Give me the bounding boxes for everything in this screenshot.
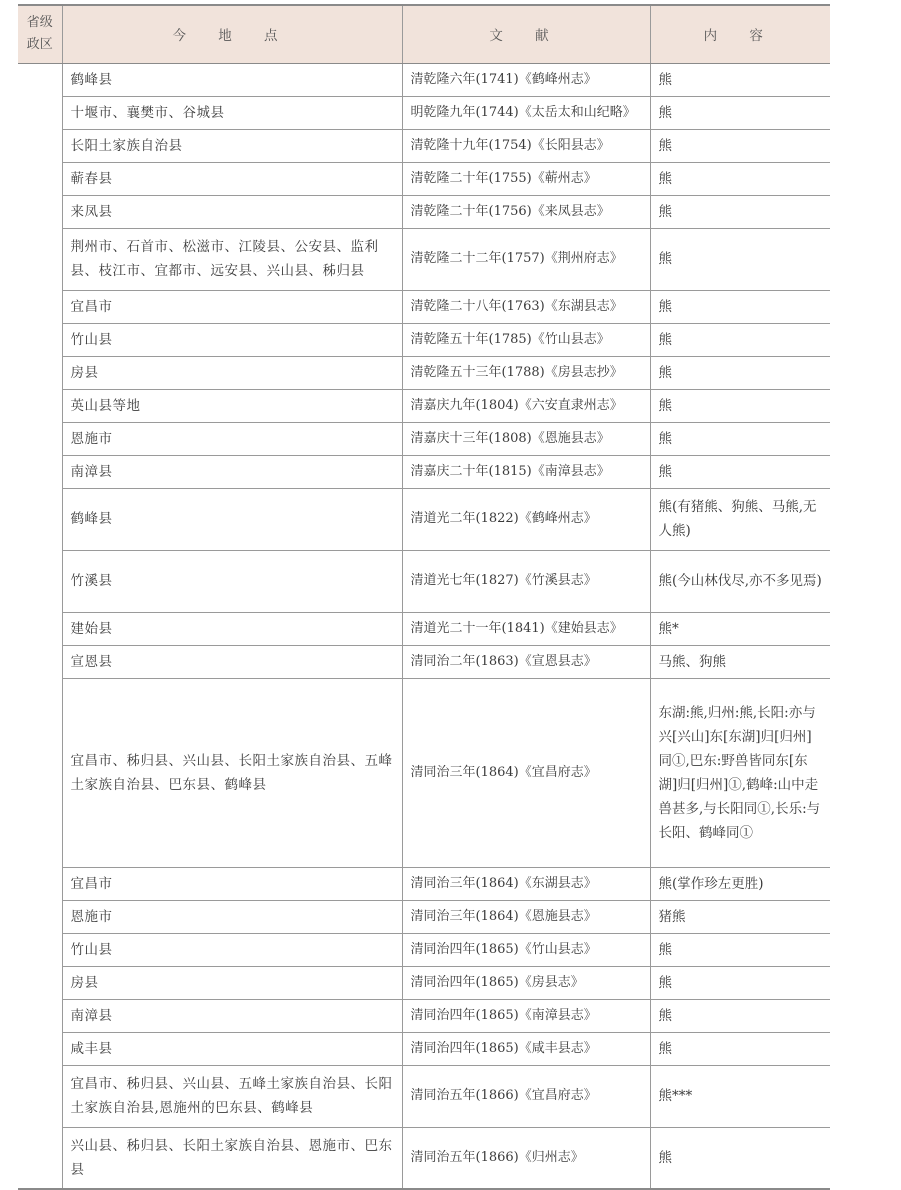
province-cell bbox=[18, 63, 62, 1189]
content-cell: 熊* bbox=[650, 612, 830, 645]
table-row bbox=[18, 455, 830, 488]
table-row bbox=[18, 96, 830, 129]
header-content: 内 容 bbox=[650, 5, 830, 63]
source-cell: 清同治四年(1865)《房县志》 bbox=[402, 966, 650, 999]
location-cell: 建始县 bbox=[62, 612, 402, 645]
source-cell: 清同治四年(1865)《南漳县志》 bbox=[402, 999, 650, 1032]
location-cell: 恩施市 bbox=[62, 422, 402, 455]
table-row bbox=[18, 129, 830, 162]
content-cell: 熊 bbox=[650, 455, 830, 488]
location-cell: 南漳县 bbox=[62, 999, 402, 1032]
location-cell: 南漳县 bbox=[62, 455, 402, 488]
source-cell: 清乾隆五十年(1785)《竹山县志》 bbox=[402, 323, 650, 356]
table-row bbox=[18, 933, 830, 966]
table-row bbox=[18, 228, 830, 290]
table-row bbox=[18, 900, 830, 933]
location-cell: 鹤峰县 bbox=[62, 63, 402, 96]
source-cell: 清同治二年(1863)《宣恩县志》 bbox=[402, 645, 650, 678]
content-cell: 熊 bbox=[650, 1032, 830, 1065]
source-cell: 清嘉庆九年(1804)《六安直隶州志》 bbox=[402, 389, 650, 422]
content-cell: 熊 bbox=[650, 129, 830, 162]
source-cell: 清道光二十一年(1841)《建始县志》 bbox=[402, 612, 650, 645]
source-cell: 清乾隆六年(1741)《鹤峰州志》 bbox=[402, 63, 650, 96]
table-row bbox=[18, 678, 830, 867]
content-cell: 熊 bbox=[650, 389, 830, 422]
content-cell: 熊*** bbox=[650, 1065, 830, 1127]
source-cell: 清嘉庆十三年(1808)《恩施县志》 bbox=[402, 422, 650, 455]
table-row bbox=[18, 1127, 830, 1189]
header-source: 文 献 bbox=[402, 5, 650, 63]
table-row bbox=[18, 867, 830, 900]
table-row bbox=[18, 389, 830, 422]
location-cell: 咸丰县 bbox=[62, 1032, 402, 1065]
source-cell: 清同治四年(1865)《竹山县志》 bbox=[402, 933, 650, 966]
source-cell: 清同治四年(1865)《咸丰县志》 bbox=[402, 1032, 650, 1065]
records-table-container bbox=[18, 4, 830, 1190]
location-cell: 兴山县、秭归县、长阳土家族自治县、恩施市、巴东县 bbox=[62, 1127, 402, 1189]
source-cell: 清嘉庆二十年(1815)《南漳县志》 bbox=[402, 455, 650, 488]
location-cell: 鹤峰县 bbox=[62, 488, 402, 550]
table-row bbox=[18, 422, 830, 455]
content-cell: 猪熊 bbox=[650, 900, 830, 933]
location-cell: 恩施市 bbox=[62, 900, 402, 933]
location-cell: 十堰市、襄樊市、谷城县 bbox=[62, 96, 402, 129]
content-cell: 熊 bbox=[650, 999, 830, 1032]
records-table bbox=[18, 4, 830, 1190]
location-cell: 竹山县 bbox=[62, 933, 402, 966]
table-row bbox=[18, 323, 830, 356]
location-cell: 房县 bbox=[62, 966, 402, 999]
table-row bbox=[18, 645, 830, 678]
content-cell: 熊(掌作珍左更胜) bbox=[650, 867, 830, 900]
table-row bbox=[18, 1032, 830, 1065]
source-cell: 清同治五年(1866)《宜昌府志》 bbox=[402, 1065, 650, 1127]
table-row bbox=[18, 162, 830, 195]
content-cell: 熊 bbox=[650, 323, 830, 356]
location-cell: 荆州市、石首市、松滋市、江陵县、公安县、监利县、枝江市、宜都市、远安县、兴山县、秭归县 bbox=[62, 228, 402, 290]
table-body bbox=[18, 63, 830, 1189]
content-cell: 熊 bbox=[650, 195, 830, 228]
table-row bbox=[18, 612, 830, 645]
table-row bbox=[18, 63, 830, 96]
content-cell: 熊 bbox=[650, 228, 830, 290]
location-cell: 长阳土家族自治县 bbox=[62, 129, 402, 162]
source-cell: 明乾隆九年(1744)《太岳太和山纪略》 bbox=[402, 96, 650, 129]
location-cell: 宜昌市 bbox=[62, 867, 402, 900]
source-cell: 清同治三年(1864)《东湖县志》 bbox=[402, 867, 650, 900]
source-cell: 清乾隆二十年(1755)《蕲州志》 bbox=[402, 162, 650, 195]
content-cell: 熊 bbox=[650, 162, 830, 195]
source-cell: 清道光七年(1827)《竹溪县志》 bbox=[402, 550, 650, 612]
location-cell: 宜昌市、秭归县、兴山县、五峰土家族自治县、长阳土家族自治县,恩施州的巴东县、鹤峰县 bbox=[62, 1065, 402, 1127]
content-cell: 马熊、狗熊 bbox=[650, 645, 830, 678]
source-cell: 清同治三年(1864)《恩施县志》 bbox=[402, 900, 650, 933]
location-cell: 英山县等地 bbox=[62, 389, 402, 422]
source-cell: 清同治五年(1866)《归州志》 bbox=[402, 1127, 650, 1189]
header-province bbox=[18, 5, 62, 63]
source-cell: 清乾隆二十年(1756)《来凤县志》 bbox=[402, 195, 650, 228]
table-row bbox=[18, 195, 830, 228]
content-cell: 东湖:熊,归州:熊,长阳:亦与兴[兴山]东[东湖]归[归州]同①,巴东:野兽皆同东[东湖]归[归州]①,鹤峰:山中走兽甚多,与长阳同①,长乐:与长阳、鹤峰同① bbox=[650, 678, 830, 867]
source-cell: 清乾隆五十三年(1788)《房县志抄》 bbox=[402, 356, 650, 389]
source-cell: 清道光二年(1822)《鹤峰州志》 bbox=[402, 488, 650, 550]
location-cell: 竹山县 bbox=[62, 323, 402, 356]
content-cell: 熊 bbox=[650, 966, 830, 999]
source-cell: 清同治三年(1864)《宜昌府志》 bbox=[402, 678, 650, 867]
location-cell: 蕲春县 bbox=[62, 162, 402, 195]
content-cell: 熊(今山林伐尽,亦不多见焉) bbox=[650, 550, 830, 612]
content-cell: 熊 bbox=[650, 356, 830, 389]
location-cell: 来凤县 bbox=[62, 195, 402, 228]
content-cell: 熊(有猪熊、狗熊、马熊,无人熊) bbox=[650, 488, 830, 550]
header-province-label: 省级 政区 bbox=[26, 15, 53, 53]
table-row bbox=[18, 550, 830, 612]
table-row bbox=[18, 356, 830, 389]
table-row bbox=[18, 999, 830, 1032]
location-cell: 宜昌市、秭归县、兴山县、长阳土家族自治县、五峰土家族自治县、巴东县、鹤峰县 bbox=[62, 678, 402, 867]
content-cell: 熊 bbox=[650, 422, 830, 455]
table-row bbox=[18, 290, 830, 323]
header-location: 今 地 点 bbox=[62, 5, 402, 63]
content-cell: 熊 bbox=[650, 63, 830, 96]
table-row bbox=[18, 1065, 830, 1127]
content-cell: 熊 bbox=[650, 933, 830, 966]
location-cell: 宣恩县 bbox=[62, 645, 402, 678]
header-row bbox=[18, 5, 830, 63]
table-row bbox=[18, 488, 830, 550]
content-cell: 熊 bbox=[650, 290, 830, 323]
content-cell: 熊 bbox=[650, 1127, 830, 1189]
source-cell: 清乾隆十九年(1754)《长阳县志》 bbox=[402, 129, 650, 162]
table-row bbox=[18, 966, 830, 999]
source-cell: 清乾隆二十八年(1763)《东湖县志》 bbox=[402, 290, 650, 323]
location-cell: 竹溪县 bbox=[62, 550, 402, 612]
content-cell: 熊 bbox=[650, 96, 830, 129]
location-cell: 房县 bbox=[62, 356, 402, 389]
location-cell: 宜昌市 bbox=[62, 290, 402, 323]
source-cell: 清乾隆二十二年(1757)《荆州府志》 bbox=[402, 228, 650, 290]
